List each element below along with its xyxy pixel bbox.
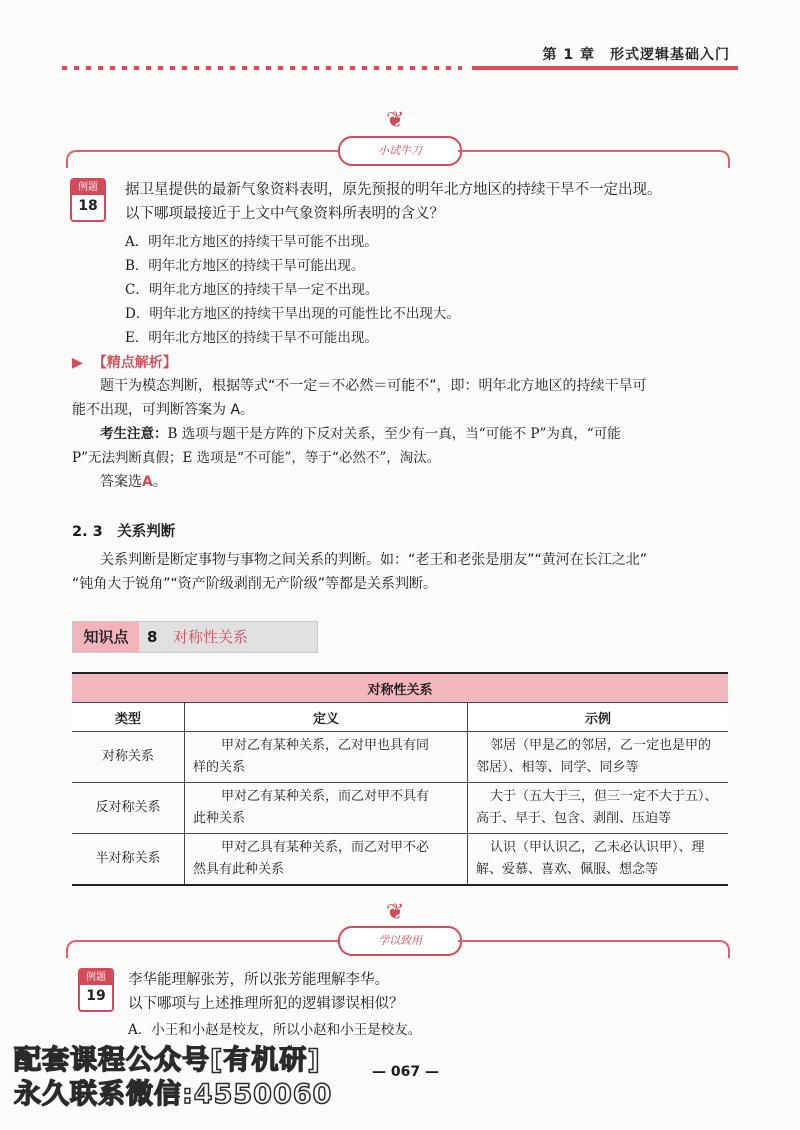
- header-rule: [62, 66, 738, 70]
- banner-line-left: [78, 940, 340, 942]
- cell-line: 认识（甲认识乙，乙未必认识甲）、理: [490, 840, 705, 855]
- banner-line-right: [458, 940, 718, 942]
- cell-line: 大于（五大于三，但三一定不大于五）、: [490, 789, 718, 804]
- cell-def: [185, 732, 468, 783]
- knowledge-point-number: 8: [147, 628, 158, 646]
- cell-example: [468, 732, 729, 783]
- option-a: A．明年北方地区的持续干旱可能不出现。: [125, 234, 378, 250]
- header-bar: [472, 66, 738, 70]
- analysis-para-line: 题干为模态判断，根据等式“不一定＝不必然＝可能不”，即：明年北方地区的持续干旱可: [100, 378, 647, 394]
- question-stem-line: 据卫星提供的最新气象资料表明，原先预报的明年北方地区的持续干旱不一定出现。: [125, 182, 662, 198]
- note-label: 考生注意：: [100, 426, 168, 442]
- cell-line: 甲对乙有某种关系，乙对甲也具有同: [221, 738, 430, 753]
- answer-line: [72, 470, 734, 494]
- triangle-icon: ▶: [72, 355, 83, 371]
- symmetry-table: [72, 672, 728, 886]
- table-header-row: [72, 703, 728, 732]
- banner-corner-left: [66, 940, 82, 958]
- table-row: [72, 783, 728, 834]
- knowledge-point-bar: [72, 621, 318, 653]
- analysis-para-line: 能不出现，可判断答案为 A。: [72, 402, 255, 418]
- watermark-line: 永久联系微信:4550060: [14, 1079, 333, 1110]
- analysis-heading: [72, 352, 177, 372]
- col-header-example: 示例: [468, 703, 729, 732]
- option-e: E．明年北方地区的持续干旱不可能出现。: [125, 330, 378, 346]
- table-row: [72, 834, 728, 886]
- cell-type: 半对称关系: [72, 834, 185, 886]
- analysis-title: 【精点解析】: [92, 355, 177, 371]
- section-banner-2: [66, 926, 730, 956]
- col-header-def: 定义: [185, 703, 468, 732]
- answer-value: A: [142, 474, 153, 490]
- example-badge-label: 例题: [80, 970, 112, 985]
- table-caption-row: [72, 673, 728, 703]
- analysis-note-line: [72, 422, 734, 446]
- banner-corner-right: [714, 150, 730, 168]
- cell-line: 解、爱慕、喜欢、佩服、想念等: [476, 862, 659, 877]
- example-badge-number: 18: [78, 198, 98, 214]
- section-banner-1: [66, 136, 730, 166]
- example-badge: [78, 968, 114, 1012]
- table-row: [72, 732, 728, 783]
- option-a: A．小王和小赵是校友，所以小赵和小王是校友。: [128, 1022, 422, 1038]
- cell-line: 然具有此种关系: [193, 862, 285, 877]
- option-d: D．明年北方地区的持续干旱出现的可能性比不出现大。: [125, 306, 460, 322]
- option-c: C．明年北方地区的持续干旱一定不出现。: [125, 282, 379, 298]
- question-stem-line: 以下哪项最接近于上文中气象资料所表明的含义？: [125, 206, 444, 222]
- cell-type: 对称关系: [72, 732, 185, 783]
- banner-line-right: [458, 150, 718, 152]
- cell-line: 邻居）、相等、同学、同乡等: [476, 760, 639, 775]
- answer-suffix: 。: [152, 474, 167, 490]
- cell-example: [468, 834, 729, 886]
- banner-tag: 小试牛刀: [338, 136, 462, 166]
- section-para-line: 关系判断是断定事物与事物之间关系的判断。如：“老王和老张是朋友”“黄河在长江之北”: [100, 552, 648, 568]
- knowledge-point-label: 知识点: [73, 622, 139, 652]
- section-title: 2. 3 关系判断: [72, 524, 176, 540]
- table-caption: 对称性关系: [72, 673, 728, 703]
- banner-corner-right: [714, 940, 730, 958]
- cell-def: [185, 834, 468, 886]
- answer-prefix: 答案选: [100, 474, 142, 490]
- cell-line: 甲对乙具有某种关系，而乙对甲不必: [221, 840, 430, 855]
- option-b: B．明年北方地区的持续干旱可能出现。: [125, 258, 365, 274]
- example-badge-label: 例题: [72, 180, 104, 195]
- question-stem-line: 李华能理解张芳，所以张芳能理解李华。: [128, 972, 389, 988]
- analysis-note-line: P”无法判断真假；E 选项是“不可能”，等于“必然不”，淘汰。: [72, 450, 441, 466]
- watermark-line: 配套课程公众号[有机研]: [14, 1045, 321, 1076]
- cell-line: 高于、早于、包含、剥削、压迫等: [476, 811, 672, 826]
- example-badge: [70, 178, 106, 222]
- banner-corner-left: [66, 150, 82, 168]
- cell-line: 甲对乙有某种关系，而乙对甲不具有: [221, 789, 430, 804]
- cell-line: 邻居（甲是乙的邻居，乙一定也是甲的: [490, 738, 712, 753]
- ornament-icon: ❦: [386, 900, 405, 925]
- page-number: — 067 —: [372, 1064, 439, 1080]
- example-badge-number: 19: [86, 988, 106, 1004]
- cell-line: 此种关系: [193, 811, 246, 826]
- note-text: B 选项与题干是方阵的下反对关系，至少有一真，当“可能不 P”为真，“可能: [167, 426, 621, 442]
- cell-def: [185, 783, 468, 834]
- question-stem-line: 以下哪项与上述推理所犯的逻辑谬误相似？: [128, 996, 404, 1012]
- section-para-line: “钝角大于锐角”“资产阶级剥削无产阶级”等都是关系判断。: [72, 576, 438, 592]
- header-dots: [62, 66, 462, 70]
- banner-line-left: [78, 150, 340, 152]
- col-header-type: 类型: [72, 703, 185, 732]
- ornament-icon: ❦: [386, 108, 405, 133]
- banner-tag: 学以致用: [338, 926, 462, 956]
- cell-type: 反对称关系: [72, 783, 185, 834]
- cell-line: 样的关系: [193, 760, 246, 775]
- knowledge-point-title: 对称性关系: [173, 628, 249, 646]
- chapter-title: 第 1 章 形式逻辑基础入门: [542, 47, 730, 63]
- cell-example: [468, 783, 729, 834]
